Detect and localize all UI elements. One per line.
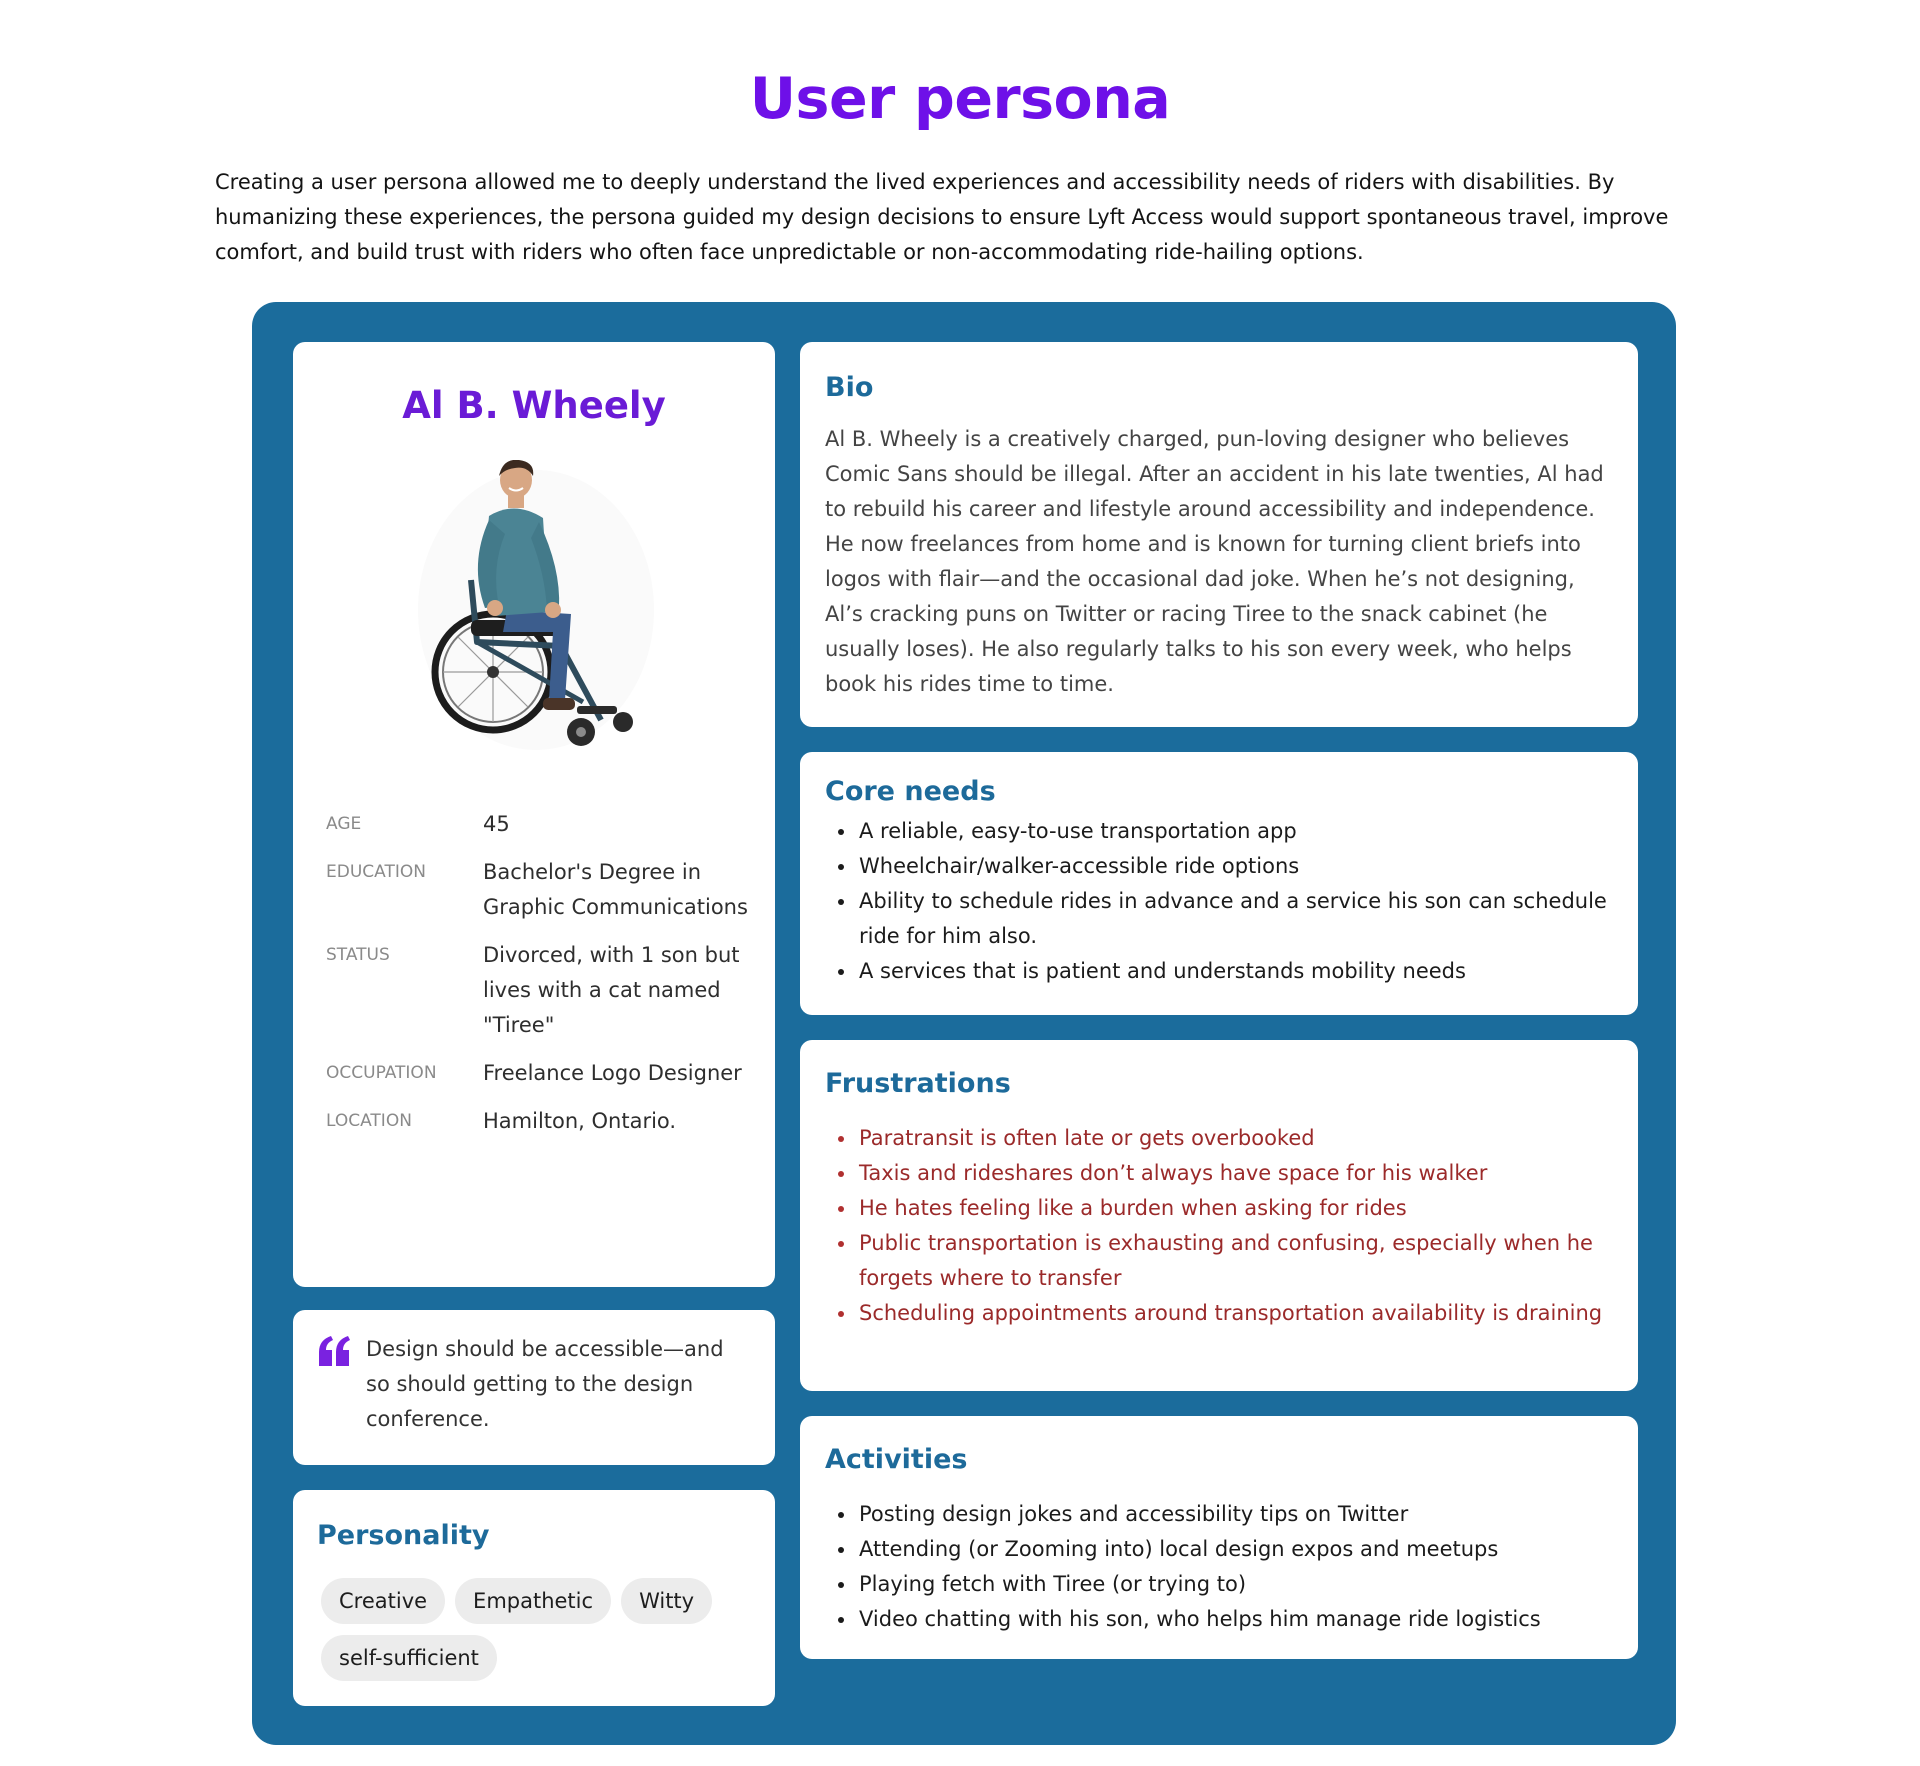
info-value: 45 [483, 812, 510, 836]
trait-chip-empathetic: Empathetic [455, 1578, 611, 1624]
list-item: Scheduling appointments around transportation availability is draining [825, 1296, 1615, 1331]
info-value: Hamilton, Ontario. [483, 1109, 677, 1133]
info-label: LOCATION [326, 1111, 412, 1131]
info-label: OCCUPATION [326, 1063, 437, 1083]
persona-panel [252, 302, 1676, 1745]
info-label: EDUCATION [326, 862, 426, 882]
bio-text: Al B. Wheely is a creatively charged, pun-loving designer who believes Comic Sans should be illegal. After an accident in his late twenties, Al had to rebuild his career and lifestyle around accessibility and independence. He now freelances from home and is known for turning client briefs into logos with flair—and the occasional dad joke. When he’s not designing, Al’s cracking puns on Twitter or racing Tiree to the snack cabinet (he usually loses). He also regularly talks to his son every week, who helps book his rides time to time. [825, 427, 1604, 696]
personality-title: Personality [317, 1520, 490, 1551]
list-item: Ability to schedule rides in advance and a service his son can schedule ride for him also. [825, 884, 1615, 954]
list-item: Wheelchair/walker-accessible ride options [825, 849, 1615, 884]
list-item: A services that is patient and understands mobility needs [825, 954, 1615, 989]
info-label: AGE [326, 814, 362, 834]
quote-card [293, 1310, 775, 1465]
intro-paragraph: Creating a user persona allowed me to deeply understand the lived experiences and accessibility needs of riders with disabilities. By humanizing these experiences, the persona guided my design decisions to ensure Lyft Access would support spontaneous travel, improve comfort, and build trust with riders who often face unpredictable or non-accommodating ride-hailing options. [215, 170, 1669, 264]
info-row-status [326, 938, 756, 1043]
persona-name: Al B. Wheely [402, 384, 666, 427]
profile-card [293, 342, 775, 1287]
quote-text: Design should be accessible—and so should getting to the design conference. [366, 1337, 724, 1431]
person-in-wheelchair-photo [411, 460, 661, 760]
list-item: Paratransit is often late or gets overbooked [825, 1121, 1615, 1156]
info-row-age [326, 807, 756, 842]
core-needs-list [825, 814, 1615, 989]
list-item: Video chatting with his son, who helps him manage ride logistics [825, 1602, 1615, 1637]
list-item: Public transportation is exhausting and confusing, especially when he forgets where to transfer [825, 1226, 1615, 1296]
activities-list [825, 1497, 1615, 1637]
list-item: He hates feeling like a burden when asking for rides [825, 1191, 1615, 1226]
personality-chips [321, 1578, 761, 1692]
core-needs-title: Core needs [825, 776, 996, 807]
bio-title: Bio [825, 372, 874, 403]
activities-title: Activities [825, 1444, 968, 1475]
list-item: Playing fetch with Tiree (or trying to) [825, 1567, 1615, 1602]
page-title: User persona [749, 66, 1171, 132]
frustrations-list [825, 1121, 1615, 1331]
trait-chip-creative: Creative [321, 1578, 445, 1624]
trait-chip-self-sufficient: self-sufficient [321, 1635, 497, 1681]
bio-card [800, 342, 1638, 727]
info-label: STATUS [326, 945, 390, 965]
frustrations-title: Frustrations [825, 1068, 1011, 1099]
profile-info-table [326, 807, 756, 1152]
list-item: Taxis and rideshares don’t always have space for his walker [825, 1156, 1615, 1191]
list-item: A reliable, easy-to-use transportation app [825, 814, 1615, 849]
info-row-education [326, 855, 756, 925]
info-row-occupation [326, 1056, 756, 1091]
personality-card [293, 1490, 775, 1706]
core-needs-card [800, 752, 1638, 1015]
list-item: Attending (or Zooming into) local design expos and meetups [825, 1532, 1615, 1567]
info-value: Bachelor's Degree in Graphic Communications [483, 860, 748, 919]
list-item: Posting design jokes and accessibility tips on Twitter [825, 1497, 1615, 1532]
activities-card [800, 1416, 1638, 1659]
frustrations-card [800, 1040, 1638, 1391]
info-value: Divorced, with 1 son but lives with a cat named "Tiree" [483, 943, 740, 1037]
info-row-location [326, 1104, 756, 1139]
trait-chip-witty: Witty [621, 1578, 712, 1624]
quote-mark-icon [317, 1336, 351, 1366]
info-value: Freelance Logo Designer [483, 1061, 742, 1085]
